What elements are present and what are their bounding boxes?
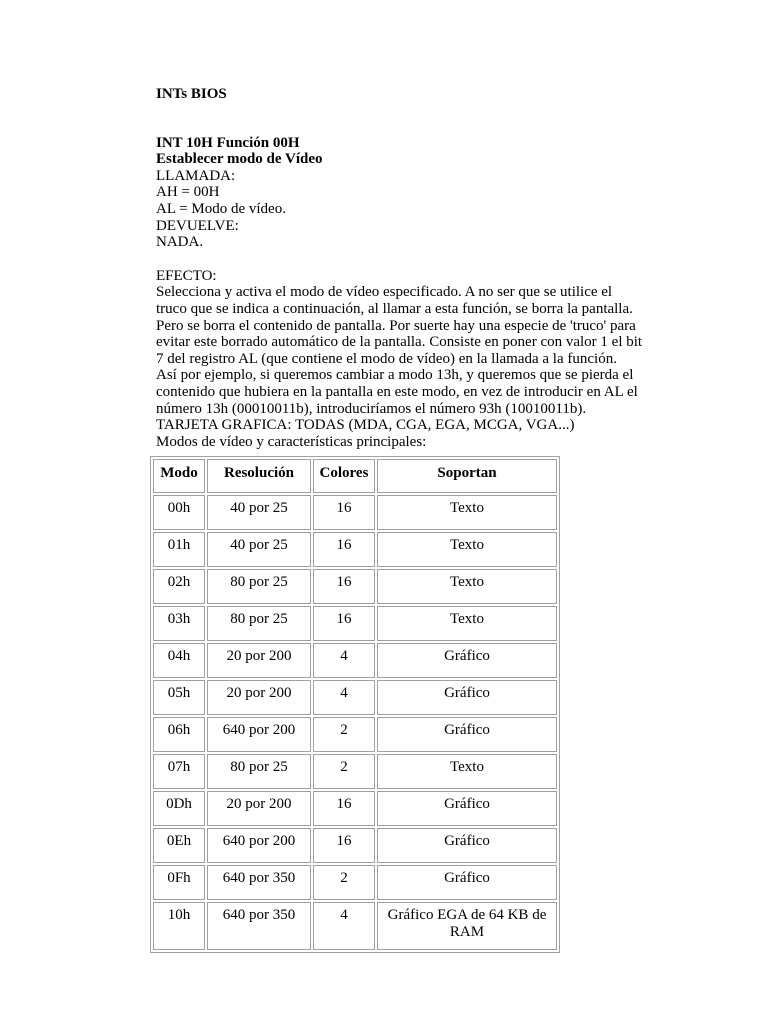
effect-paragraph	[156, 284, 676, 417]
cell-resolucion: 20 por 200	[207, 680, 311, 715]
returns-label: DEVUELVE:	[156, 217, 239, 234]
table-row	[153, 754, 557, 789]
cell-colores: 16	[313, 532, 375, 567]
table-row	[153, 495, 557, 530]
cell-colores: 2	[313, 754, 375, 789]
cell-soportan: Texto	[377, 532, 557, 567]
cell-colores: 16	[313, 495, 375, 530]
effect-line: evitar este borrado automático de la pantalla. Consiste en poner con valor 1 el bit	[156, 334, 643, 351]
header-soportan: Soportan	[377, 459, 557, 493]
table-row	[153, 828, 557, 863]
graphics-card-line: TARJETA GRAFICA: TODAS (MDA, CGA, EGA, MCGA, VGA...)	[156, 417, 575, 434]
effect-line: 7 del registro AL (que contiene el modo de vídeo) en la llamada a la función.	[156, 350, 617, 367]
cell-soportan: Texto	[377, 569, 557, 604]
cell-colores: 16	[313, 606, 375, 641]
cell-soportan: Gráfico	[377, 717, 557, 752]
table-header-row	[153, 459, 557, 493]
table-row	[153, 606, 557, 641]
table-row	[153, 717, 557, 752]
table-row	[153, 569, 557, 604]
cell-resolucion: 80 por 25	[207, 569, 311, 604]
ah-register: AH = 00H	[156, 184, 220, 201]
document-page	[156, 86, 676, 450]
cell-modo: 10h	[153, 902, 205, 950]
effect-line: número 13h (00010011b), introduciríamos el número 93h (10010011b).	[156, 400, 587, 417]
cell-modo: 02h	[153, 569, 205, 604]
cell-resolucion: 40 por 25	[207, 532, 311, 567]
cell-resolucion: 640 por 200	[207, 828, 311, 863]
cell-soportan: Texto	[377, 754, 557, 789]
video-modes-table	[150, 456, 560, 953]
effect-label: EFECTO:	[156, 267, 217, 284]
table-row	[153, 791, 557, 826]
header-colores: Colores	[313, 459, 375, 493]
call-label: LLAMADA:	[156, 167, 236, 184]
cell-resolucion: 640 por 350	[207, 902, 311, 950]
table-row	[153, 865, 557, 900]
cell-colores: 16	[313, 791, 375, 826]
returns-value: NADA.	[156, 234, 204, 251]
al-register: AL = Modo de vídeo.	[156, 200, 286, 217]
cell-colores: 4	[313, 902, 375, 950]
cell-soportan: Texto	[377, 495, 557, 530]
cell-colores: 16	[313, 828, 375, 863]
cell-modo: 01h	[153, 532, 205, 567]
cell-soportan: Gráfico	[377, 643, 557, 678]
cell-modo: 06h	[153, 717, 205, 752]
effect-line: truco que se indica a continuación, al llamar a esta función, se borra la pantalla.	[156, 300, 633, 317]
cell-modo: 04h	[153, 643, 205, 678]
cell-soportan: Gráfico	[377, 680, 557, 715]
cell-resolucion: 640 por 350	[207, 865, 311, 900]
cell-modo: 0Eh	[153, 828, 205, 863]
cell-colores: 16	[313, 569, 375, 604]
cell-modo: 03h	[153, 606, 205, 641]
table-caption: Modos de vídeo y características principales:	[156, 433, 427, 450]
cell-resolucion: 80 por 25	[207, 754, 311, 789]
cell-modo: 05h	[153, 680, 205, 715]
cell-modo: 07h	[153, 754, 205, 789]
effect-line: Selecciona y activa el modo de vídeo especificado. A no ser que se utilice el	[156, 284, 613, 301]
document-title: INTs BIOS	[156, 86, 227, 102]
cell-colores: 2	[313, 865, 375, 900]
cell-resolucion: 80 por 25	[207, 606, 311, 641]
cell-soportan: Gráfico EGA de 64 KB de RAM	[377, 902, 557, 950]
table-row	[153, 643, 557, 678]
cell-soportan: Gráfico	[377, 828, 557, 863]
header-modo: Modo	[153, 459, 205, 493]
effect-line: Pero se borra el contenido de pantalla. Por suerte hay una especie de 'truco' para	[156, 317, 636, 334]
cell-colores: 2	[313, 717, 375, 752]
cell-modo: 0Fh	[153, 865, 205, 900]
cell-resolucion: 40 por 25	[207, 495, 311, 530]
cell-resolucion: 20 por 200	[207, 643, 311, 678]
header-resolucion: Resolución	[207, 459, 311, 493]
effect-line: contenido que hubiera en la pantalla en este modo, en vez de introducir en AL el	[156, 383, 638, 400]
cell-modo: 0Dh	[153, 791, 205, 826]
cell-resolucion: 640 por 200	[207, 717, 311, 752]
cell-resolucion: 20 por 200	[207, 791, 311, 826]
cell-modo: 00h	[153, 495, 205, 530]
table-row	[153, 532, 557, 567]
section-title: INT 10H Función 00H	[156, 134, 300, 151]
table-row	[153, 902, 557, 950]
cell-soportan: Gráfico	[377, 791, 557, 826]
section-subtitle: Establecer modo de Vídeo	[156, 151, 323, 168]
cell-colores: 4	[313, 680, 375, 715]
cell-soportan: Gráfico	[377, 865, 557, 900]
table-row	[153, 680, 557, 715]
effect-line: Así por ejemplo, si queremos cambiar a modo 13h, y queremos que se pierda el	[156, 367, 634, 384]
cell-soportan: Texto	[377, 606, 557, 641]
cell-colores: 4	[313, 643, 375, 678]
